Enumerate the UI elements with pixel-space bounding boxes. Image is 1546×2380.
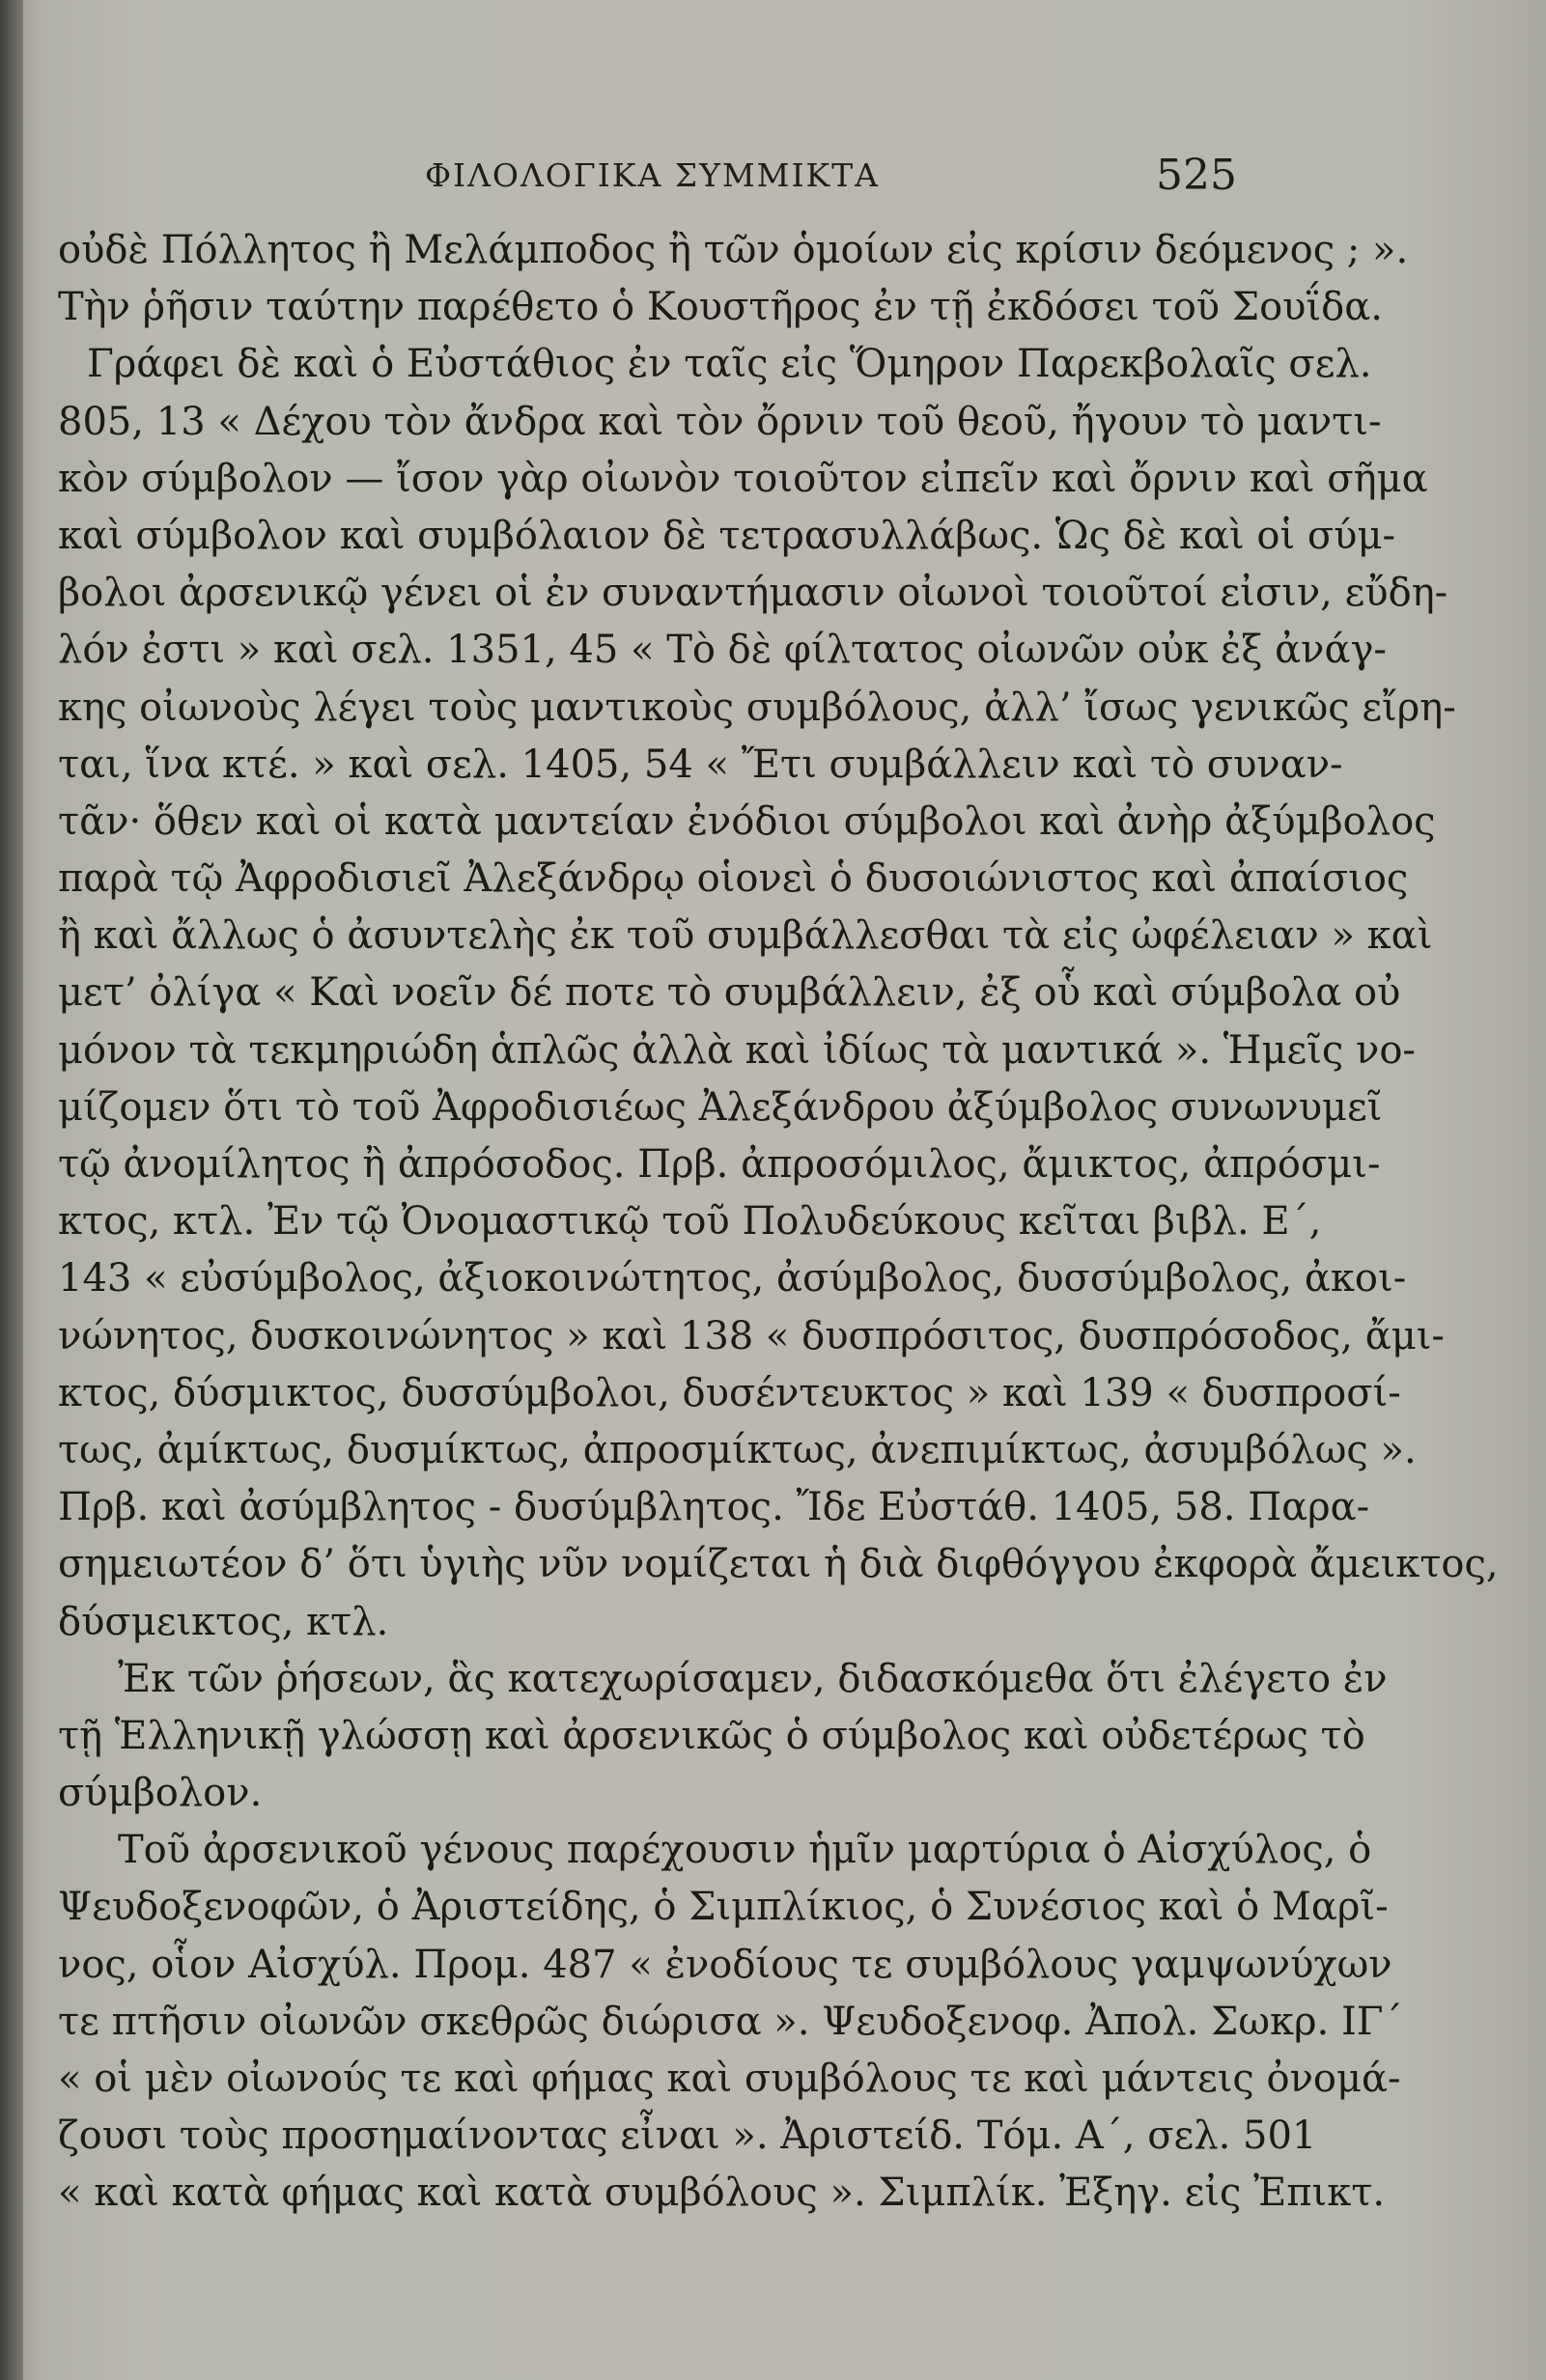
text-line: σύμβολον. xyxy=(58,1771,263,1816)
text-line: κτος, δύσμικτος, δυσσύμβολοι, δυσέντευκτος » καὶ 139 « δυσπροσί- xyxy=(58,1370,1401,1415)
text-line: « καὶ κατὰ φήμας καὶ κατὰ συμβόλους ». Σιμπλίκ. Ἐξηγ. εἰς Ἐπικτ. xyxy=(58,2170,1386,2216)
text-line: Ἐκ τῶν ῥήσεων, ἃς κατεχωρίσαμεν, διδασκόμεθα ὅτι ἐλέγετο ἐν xyxy=(118,1656,1388,1701)
text-line: λόν ἐστι » καὶ σελ. 1351, 45 « Τὸ δὲ φίλτατος οἰωνῶν οὐκ ἐξ ἀνάγ- xyxy=(58,628,1387,673)
page-gutter-shadow xyxy=(0,0,23,2380)
text-line: τῷ ἀνομίλητος ἢ ἀπρόσοδος. Πρβ. ἀπροσόμιλος, ἄμικτος, ἀπρόσμι- xyxy=(58,1142,1381,1187)
text-line: καὶ σύμβολον καὶ συμβόλαιον δὲ τετρασυλλάβως. Ὡς δὲ καὶ οἱ σύμ- xyxy=(58,513,1395,558)
text-line: κὸν σύμβολον — ἴσον γὰρ οἰωνὸν τοιοῦτον εἰπεῖν καὶ ὄρνιν καὶ σῆμα xyxy=(58,456,1428,501)
text-line: ται, ἵνα κτέ. » καὶ σελ. 1405, 54 « Ἔτι συμβάλλειν καὶ τὸ συναν- xyxy=(58,742,1343,787)
text-line: τε πτῆσιν οἰωνῶν σκεθρῶς διώρισα ». Ψευδοξενοφ. Ἀπολ. Σωκρ. ΙΓ΄ xyxy=(58,1999,1403,2044)
page-header xyxy=(0,151,1546,214)
text-line: βολοι ἀρσενικῷ γένει οἱ ἐν συναντήμασιν οἰωνοὶ τοιοῦτοί εἰσιν, εὔδη- xyxy=(58,571,1448,616)
text-line: κτος, κτλ. Ἐν τῷ Ὀνομαστικῷ τοῦ Πολυδεύκους κεῖται βιβλ. Ε΄, xyxy=(58,1199,1322,1245)
body-text xyxy=(58,222,1499,2223)
text-line: μόνον τὰ τεκμηριώδη ἁπλῶς ἀλλὰ καὶ ἰδίως τὰ μαντικά ». Ἡμεῖς νο- xyxy=(58,1027,1416,1073)
text-line: Τοῦ ἀρσενικοῦ γένους παρέχουσιν ἡμῖν μαρτύρια ὁ Αἰσχύλος, ὁ xyxy=(118,1828,1372,1873)
page-number: 525 xyxy=(1156,151,1237,200)
text-line: τῇ Ἑλληνικῇ γλώσσῃ καὶ ἀρσενικῶς ὁ σύμβολος καὶ οὐδετέρως τὸ xyxy=(58,1713,1365,1758)
text-line: μίζομεν ὅτι τὸ τοῦ Ἀφροδισιέως Ἀλεξάνδρου ἀξύμβολος συνωνυμεῖ xyxy=(58,1084,1383,1130)
text-line: ἢ καὶ ἄλλως ὁ ἀσυντελὴς ἐκ τοῦ συμβάλλεσθαι τὰ εἰς ὠφέλειαν » καὶ xyxy=(58,913,1433,959)
text-line: νος, οἷον Αἰσχύλ. Προμ. 487 « ἐνοδίους τε συμβόλους γαμψωνύχων xyxy=(58,1942,1392,1987)
text-line: Ψευδοξενοφῶν, ὁ Ἀριστείδης, ὁ Σιμπλίκιος, ὁ Συνέσιος καὶ ὁ Μαρῖ- xyxy=(58,1885,1389,1930)
running-title: ΦΙΛΟΛΟΓΙΚΑ ΣΥΜΜΙΚΤΑ xyxy=(425,156,880,194)
text-line: 143 « εὐσύμβολος, ἀξιοκοινώτητος, ἀσύμβολος, δυσσύμβολος, ἀκοι- xyxy=(58,1256,1407,1302)
text-line: οὐδὲ Πόλλητος ἢ Μελάμποδος ἢ τῶν ὁμοίων εἰς κρίσιν δεόμενος ; ». xyxy=(58,228,1409,272)
text-line: κης οἰωνοὺς λέγει τοὺς μαντικοὺς συμβόλους, ἀλλ’ ἴσως γενικῶς εἴρη- xyxy=(58,685,1456,730)
text-line: « οἱ μὲν οἰωνούς τε καὶ φήμας καὶ συμβόλους τε καὶ μάντεις ὀνομά- xyxy=(58,2057,1401,2101)
text-line: Γράφει δὲ καὶ ὁ Εὐστάθιος ἐν ταῖς εἰς Ὅμηρον Παρεκβολαῖς σελ. xyxy=(87,342,1372,387)
text-line: Πρβ. καὶ ἀσύμβλητος - δυσύμβλητος. Ἴδε Εὐστάθ. 1405, 58. Παρα- xyxy=(58,1485,1370,1530)
text-line: δύσμεικτος, κτλ. xyxy=(58,1599,389,1644)
text-line: τᾶν· ὅθεν καὶ οἱ κατὰ μαντείαν ἐνόδιοι σύμβολοι καὶ ἀνὴρ ἀξύμβολος xyxy=(58,798,1436,844)
text-line: 805, 13 « Δέχου τὸν ἄνδρα καὶ τὸν ὄρνιν τοῦ θεοῦ, ἤγουν τὸ μαντι- xyxy=(58,399,1382,444)
text-line: σημειωτέον δ’ ὅτι ὑγιὴς νῦν νομίζεται ἡ διὰ διφθόγγου ἐκφορὰ ἄμεικτος, xyxy=(58,1542,1499,1587)
text-line: νώνητος, δυσκοινώνητος » καὶ 138 « δυσπρόσιτος, δυσπρόσοδος, ἄμι- xyxy=(58,1313,1445,1358)
text-line: Τὴν ῥῆσιν ταύτην παρέθετο ὁ Κουστῆρος ἐν τῇ ἐκδόσει τοῦ Σουΐδα. xyxy=(58,285,1383,330)
text-line: μετ’ ὀλίγα « Καὶ νοεῖν δέ ποτε τὸ συμβάλλειν, ἐξ οὗ καὶ σύμβολα οὐ xyxy=(58,970,1401,1016)
text-line: τως, ἀμίκτως, δυσμίκτως, ἀπροσμίκτως, ἀνεπιμίκτως, ἀσυμβόλως ». xyxy=(58,1427,1417,1472)
text-line: ζουσι τοὺς προσημαίνοντας εἶναι ». Ἀριστείδ. Τόμ. Α΄, σελ. 501 xyxy=(58,2114,1317,2159)
text-line: παρὰ τῷ Ἀφροδισιεῖ Ἀλεξάνδρῳ οἱονεὶ ὁ δυσοιώνιστος καὶ ἀπαίσιος xyxy=(58,856,1409,902)
